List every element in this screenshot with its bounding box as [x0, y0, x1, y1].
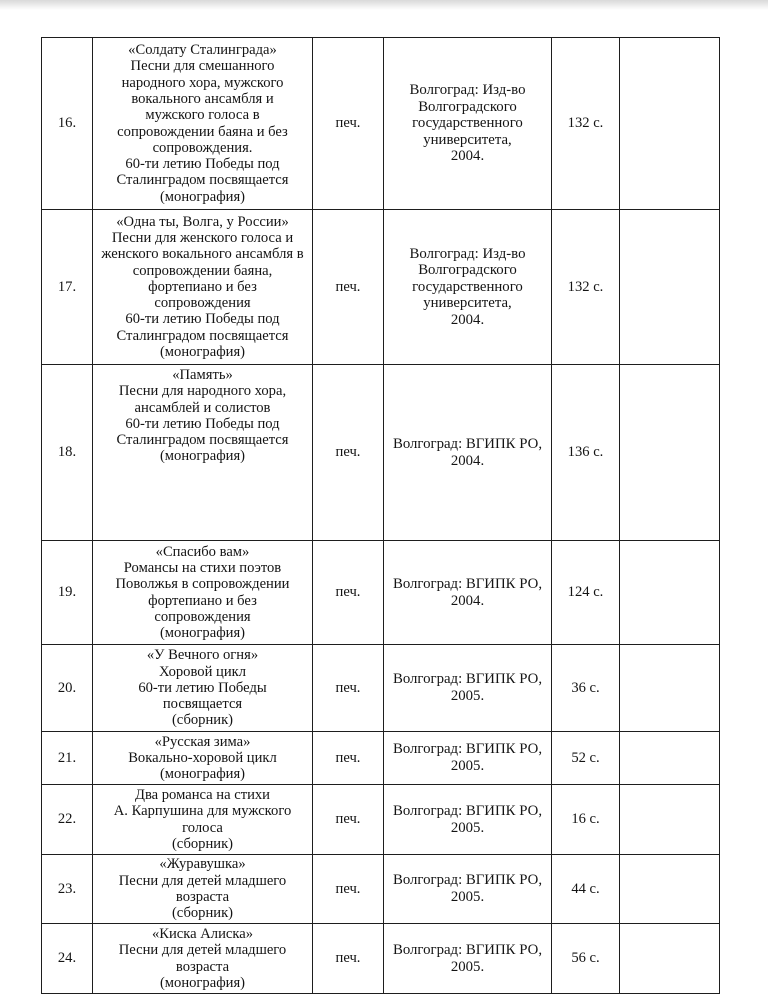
publisher: Волгоград: ВГИПК РО, 2004. — [384, 365, 552, 541]
work-title: «У Вечного огня» Хоровой цикл 60-ти летию Победы посвящается (сборник) — [93, 645, 313, 732]
extra-cell — [620, 924, 720, 994]
scan-top-shadow — [0, 0, 768, 10]
page-count: 16 с. — [552, 785, 620, 855]
page-count: 136 с. — [552, 365, 620, 541]
publisher: Волгоград: ВГИПК РО, 2005. — [384, 924, 552, 994]
publisher: Волгоград: ВГИПК РО, 2004. — [384, 541, 552, 645]
row-number: 24. — [42, 924, 93, 994]
extra-cell — [620, 38, 720, 210]
publication-type: печ. — [313, 645, 384, 732]
page-count: 36 с. — [552, 645, 620, 732]
table-row — [42, 924, 720, 994]
publication-type: печ. — [313, 785, 384, 855]
row-number: 20. — [42, 645, 93, 732]
table-row — [42, 365, 720, 541]
work-title: «Киска Алиска» Песни для детей младшего возраста (монография) — [93, 924, 313, 994]
extra-cell — [620, 210, 720, 365]
publication-type: печ. — [313, 541, 384, 645]
row-number: 17. — [42, 210, 93, 365]
publisher: Волгоград: ВГИПК РО, 2005. — [384, 645, 552, 732]
table-row — [42, 38, 720, 210]
publication-type: печ. — [313, 732, 384, 785]
table-row — [42, 785, 720, 855]
publication-type: печ. — [313, 210, 384, 365]
publisher: Волгоград: ВГИПК РО, 2005. — [384, 855, 552, 924]
row-number: 23. — [42, 855, 93, 924]
publication-type: печ. — [313, 365, 384, 541]
extra-cell — [620, 541, 720, 645]
work-title: Два романса на стихи А. Карпушина для мужского голоса (сборник) — [93, 785, 313, 855]
page-count: 132 с. — [552, 210, 620, 365]
publication-type: печ. — [313, 38, 384, 210]
publisher: Волгоград: Изд-во Волгоградского государственного университета, 2004. — [384, 210, 552, 365]
publisher: Волгоград: ВГИПК РО, 2005. — [384, 732, 552, 785]
publisher: Волгоград: ВГИПК РО, 2005. — [384, 785, 552, 855]
page-count: 132 с. — [552, 38, 620, 210]
work-title: «Спасибо вам» Романсы на стихи поэтов Поволжья в сопровождении фортепиано и без сопровождения (монография) — [93, 541, 313, 645]
table-row — [42, 645, 720, 732]
work-title: «Одна ты, Волга, у России» Песни для женского голоса и женского вокального ансамбля в сопровождении баяна, фортепиано и без сопровождения 60-ти летию Победы под Сталинградом посвящается (монография) — [93, 210, 313, 365]
table-row — [42, 210, 720, 365]
row-number: 19. — [42, 541, 93, 645]
page-count: 124 с. — [552, 541, 620, 645]
publisher: Волгоград: Изд-во Волгоградского государственного университета, 2004. — [384, 38, 552, 210]
work-title: «Память» Песни для народного хора, ансамблей и солистов 60-ти летию Победы под Сталинградом посвящается (монография) — [93, 365, 313, 541]
extra-cell — [620, 732, 720, 785]
table-row — [42, 855, 720, 924]
publications-table — [41, 37, 720, 994]
page-count: 56 с. — [552, 924, 620, 994]
extra-cell — [620, 365, 720, 541]
page-count: 44 с. — [552, 855, 620, 924]
extra-cell — [620, 645, 720, 732]
row-number: 21. — [42, 732, 93, 785]
publication-type: печ. — [313, 924, 384, 994]
extra-cell — [620, 855, 720, 924]
row-number: 22. — [42, 785, 93, 855]
publication-type: печ. — [313, 855, 384, 924]
table-row — [42, 732, 720, 785]
row-number: 16. — [42, 38, 93, 210]
page-count: 52 с. — [552, 732, 620, 785]
work-title: «Русская зима» Вокально-хоровой цикл (монография) — [93, 732, 313, 785]
work-title: «Солдату Сталинграда» Песни для смешанного народного хора, мужского вокального ансамбля и мужского голоса в сопровождении баяна и без сопровождения. 60-ти летию Победы под Сталинградом посвящается (монография) — [93, 38, 313, 210]
row-number: 18. — [42, 365, 93, 541]
extra-cell — [620, 785, 720, 855]
work-title: «Журавушка» Песни для детей младшего возраста (сборник) — [93, 855, 313, 924]
table-row — [42, 541, 720, 645]
